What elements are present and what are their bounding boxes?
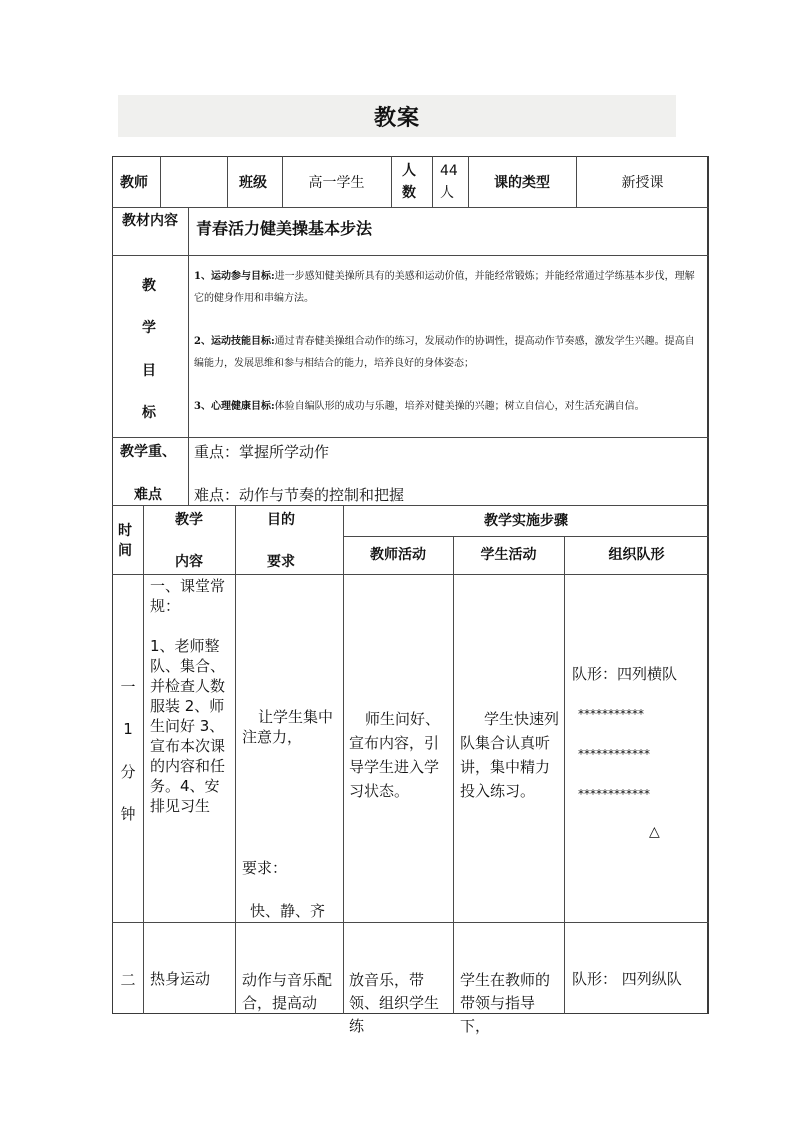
col-divider <box>143 505 144 1014</box>
col-divider <box>235 505 236 1014</box>
material-value: 青春活力健美操基本步法 <box>196 219 373 238</box>
steps-header: 教学实施步骤 <box>484 513 568 529</box>
goal-item <box>194 266 704 310</box>
section1-student-activity: 学生快速列队集合认真听讲，集中精力投入练习。 <box>460 710 560 800</box>
goals-label-char: 标 <box>142 405 156 421</box>
page-title: 教案 <box>373 104 420 131</box>
section1-time: 1 <box>123 720 133 738</box>
formation-row: ************ <box>578 747 650 761</box>
type-value: 新授课 <box>621 175 664 191</box>
goal-text: 进一步感知健美操所具有的美感和运动价值，并能经常锻炼；并能经常通过学练基本步伐，理解它的健身作用和串编方法。 <box>194 271 695 304</box>
goal-head: 1、运动参与目标: <box>194 271 275 282</box>
section2-purpose: 动作与音乐配合，提高动 <box>242 971 333 1012</box>
section2-student-activity: 学生在教师的带领与指导下， <box>460 971 551 1035</box>
material-label: 教材内容 <box>122 213 178 229</box>
section1-time: 钟 <box>120 805 136 823</box>
col-divider <box>227 156 228 207</box>
row-divider <box>343 536 709 537</box>
row-divider <box>112 437 709 438</box>
col-divider <box>432 156 433 207</box>
goal-text: 通过青春健美操组合动作的练习，发展动作的协调性，提高动作节奏感，激发学生兴趣。提高自编能力，发展思维和参与相结合的能力，培养良好的身体姿态； <box>194 336 695 369</box>
section1-purpose: 让学生集中注意力， <box>242 708 334 746</box>
section1-formation-label: 队形：四列横队 <box>572 665 678 683</box>
goal-head: 2、运动技能目标: <box>194 336 275 347</box>
section1-teacher-activity: 师生问好、宣布内容，引导学生进入学习状态。 <box>349 710 441 800</box>
class-value: 高一学生 <box>308 175 365 191</box>
page-title-band <box>118 95 676 137</box>
goals-label-char: 学 <box>142 320 156 336</box>
col-divider <box>343 505 344 1014</box>
col-divider <box>188 207 189 505</box>
goals-label-char: 目 <box>142 363 156 379</box>
section2-time: 二 <box>120 971 136 989</box>
content-header: 内容 <box>175 554 203 570</box>
teacher-label: 教师 <box>120 175 148 191</box>
difficult-point: 难点：动作与节奏的控制和把握 <box>194 486 405 504</box>
class-label: 班级 <box>239 175 267 191</box>
section1-requirement-value: 快、静、齐 <box>250 902 326 920</box>
type-label: 课的类型 <box>494 175 550 191</box>
formation-row: ************ <box>578 787 650 801</box>
goals-label-char: 教 <box>142 278 156 294</box>
row-divider <box>112 207 709 208</box>
row-divider <box>112 574 709 575</box>
section1-time: 分 <box>120 763 136 781</box>
row-divider <box>112 922 709 923</box>
section1-content: 一、课堂常规： 1、老师整队、集合、并检查人数服装 2、师生问好 3、宣布本次课的内容和任务。4、安排见习生 <box>150 577 226 815</box>
row-divider <box>112 255 709 256</box>
goal-text: 体验自编队形的成功与乐趣，培养对健美操的兴趣；树立自信心，对生活充满自信。 <box>274 401 645 412</box>
count-label: 人数 <box>402 163 416 201</box>
student-activity-header: 学生活动 <box>480 547 537 563</box>
goal-item <box>194 396 704 418</box>
col-divider <box>160 156 161 207</box>
key-point: 重点：掌握所学动作 <box>194 443 330 461</box>
section2-teacher-activity: 放音乐，带领、组织学生练 <box>349 971 440 1035</box>
goal-header: 要求 <box>267 554 295 570</box>
teacher-activity-header: 教师活动 <box>370 547 426 563</box>
formation-row: *********** <box>578 707 644 721</box>
formation-header: 组织队形 <box>608 547 665 563</box>
content-header: 教学 <box>175 512 203 528</box>
keypoints-label: 难点 <box>134 487 162 503</box>
col-divider <box>564 536 565 1014</box>
row-divider <box>112 505 709 506</box>
count-value: 44人 <box>440 163 458 201</box>
teacher-position-icon: △ <box>649 824 660 840</box>
section2-formation: 队形： 四列纵队 <box>572 970 682 988</box>
col-divider <box>391 156 392 207</box>
time-header: 时间 <box>118 523 132 559</box>
section1-time: 一 <box>120 678 136 696</box>
goal-header: 目的 <box>267 512 295 528</box>
section2-content: 热身运动 <box>150 970 211 988</box>
col-divider <box>453 536 454 1014</box>
keypoints-label: 教学重、 <box>120 444 176 460</box>
goal-head: 3、心理健康目标: <box>194 401 275 412</box>
section1-requirement-label: 要求： <box>242 859 288 877</box>
goal-item <box>194 331 704 375</box>
